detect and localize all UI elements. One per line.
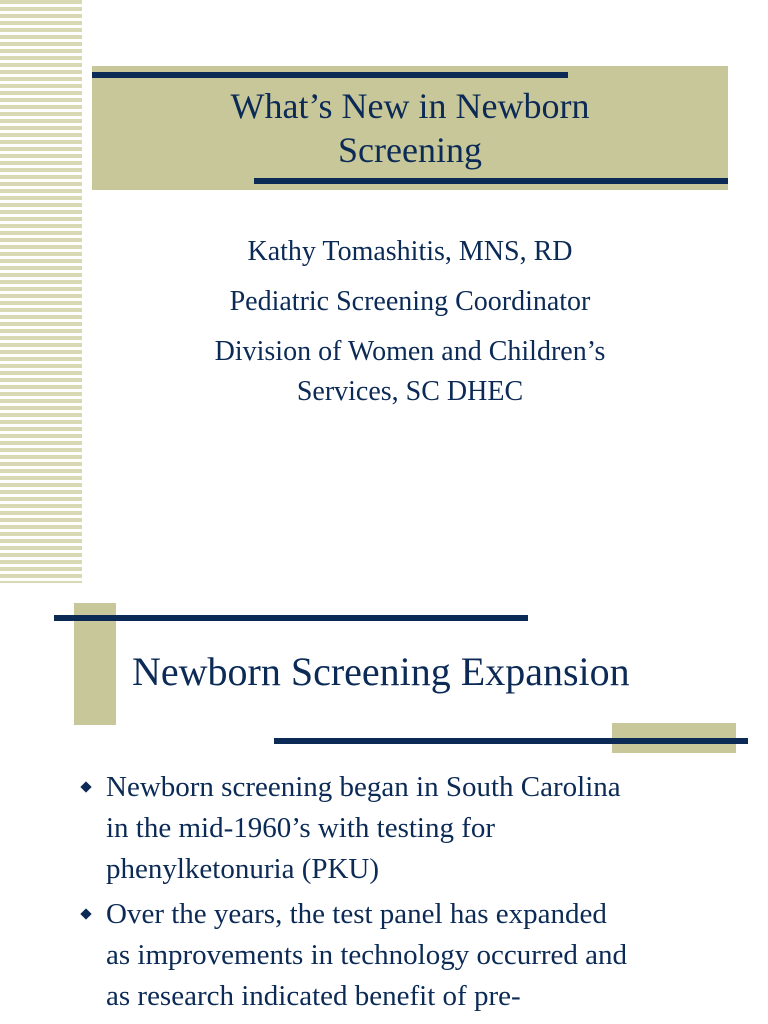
bullet-line: Over the years, the test panel has expanded — [106, 898, 607, 930]
title-bar-bottom — [254, 178, 728, 184]
bullet-line: Newborn screening began in South Carolina — [106, 771, 621, 803]
division-line2: Services, SC DHEC — [296, 376, 524, 407]
bullet-line: as research indicated benefit of pre- — [106, 980, 521, 1012]
title-bar-upper — [54, 615, 528, 621]
slide-title: Newborn Screening Expansion — [132, 649, 630, 694]
division-line1: Division of Women and Children’s — [214, 336, 606, 367]
presenter-role: Pediatric Screening Coordinator — [229, 286, 591, 317]
bullet-line: in the mid-1960’s with testing for — [106, 812, 496, 844]
title-bar-lower — [274, 738, 748, 744]
olive-block-left — [74, 603, 116, 725]
bullet-line: phenylketonuria (PKU) — [106, 853, 380, 885]
slide-title-line1: What’s New in Newborn — [230, 86, 590, 126]
bullet-item — [78, 894, 758, 1017]
diamond-bullet-icon — [80, 781, 91, 792]
striped-sidebar — [0, 0, 82, 583]
presenter-name: Kathy Tomashitis, MNS, RD — [247, 236, 573, 267]
title-bar-top — [92, 72, 568, 78]
diamond-bullet-icon — [80, 908, 91, 919]
bullet-list — [78, 767, 758, 1021]
slide-title-line2: Screening — [338, 130, 482, 170]
bullet-item — [78, 767, 758, 890]
slide-title — [92, 84, 728, 172]
bullet-line: as improvements in technology occurred and — [106, 939, 628, 971]
content-slide — [0, 583, 768, 1024]
